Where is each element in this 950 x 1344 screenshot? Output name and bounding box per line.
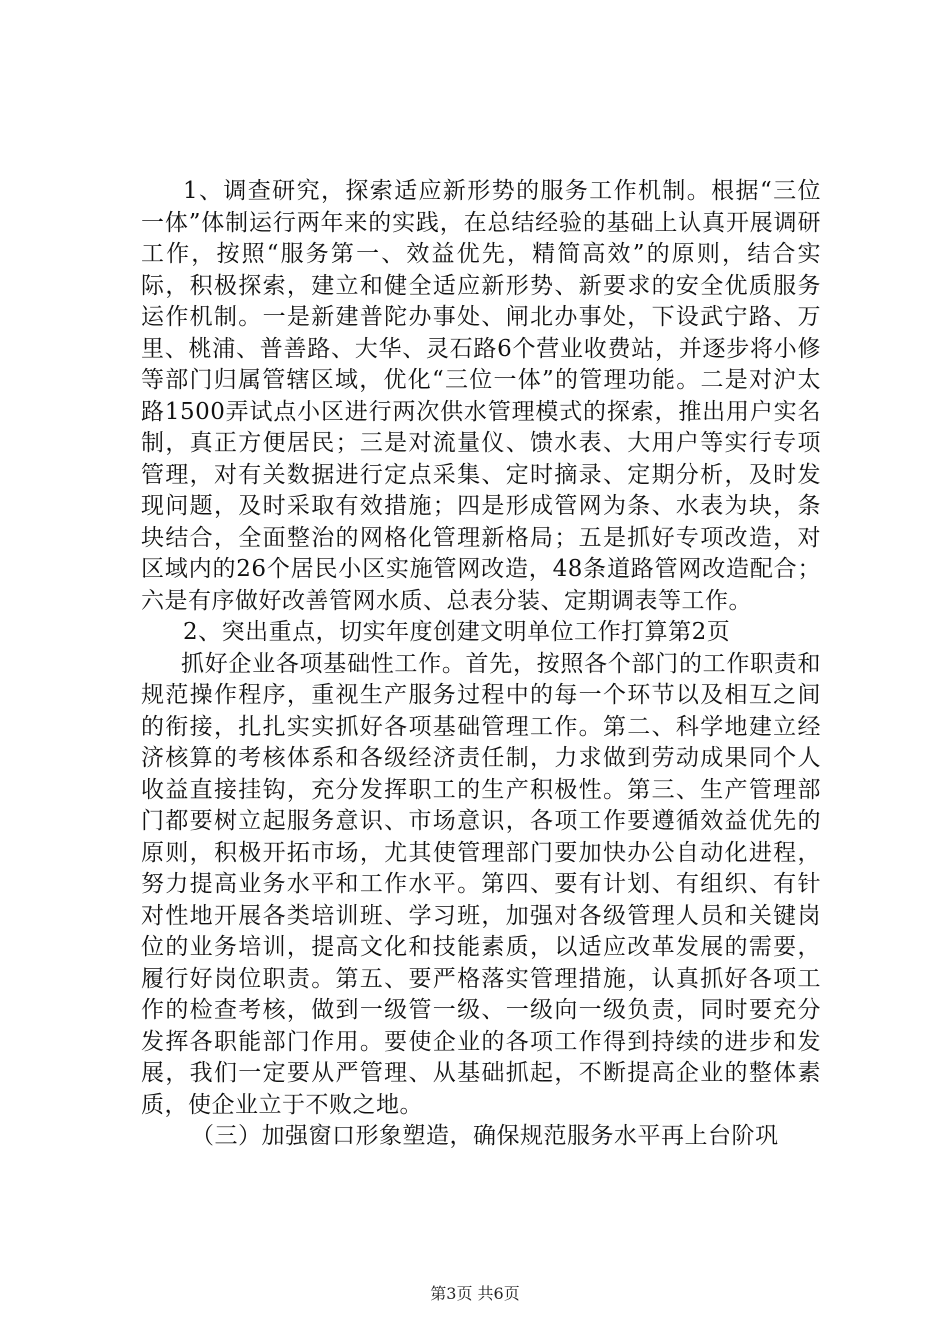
page-footer: 第3页 共6页 xyxy=(430,1284,520,1303)
document-body xyxy=(141,176,821,1153)
paragraph-basic-work: 抓好企业各项基础性工作。首先，按照各个部门的工作职责和规范操作程序，重视生产服务过程中的每一个环节以及相互之间的衔接，扎扎实实抓好各项基础管理工作。第二、科学地建立经济核算的考核体系和各级经济责任制，力求做到劳动成果同个人收益直接挂钩，充分发挥职工的生产积极性。第三、生产管理部门都要树立起服务意识、市场意识，各项工作要遵循效益优先的原则，积极开拓市场，尤其使管理部门要加快办公自动化进程，努力提高业务水平和工作水平。第四、要有计划、有组织、有针对性地开展各类培训班、学习班，加强对各级管理人员和关键岗位的业务培训，提高文化和技能素质，以适应改革发展的需要，履行好岗位职责。第五、要严格落实管理措施，认真抓好各项工作的检查考核，做到一级管一级、一级向一级负责，同时要充分发挥各职能部门作用。要使企业的各项工作得到持续的进步和发展，我们一定要从严管理、从基础抓起，不断提高企业的整体素质，使企业立于不败之地。 xyxy=(141,650,821,1118)
paragraph-window-image-heading: （三）加强窗口形象塑造，确保规范服务水平再上台阶巩 xyxy=(191,1123,779,1149)
paragraph-service-mechanism: 1、调查研究，探索适应新形势的服务工作机制。根据“三位一体”体制运行两年来的实践，在总结经验的基础上认真开展调研工作，按照“服务第一、效益优先，精简高效”的原则，结合实际，积极探索，建立和健全适应新形势、新要求的安全优质服务运作机制。一是新建普陀办事处、闸北办事处，下设武宁路、万里、桃浦、普善路、大华、灵石路6个营业收费站，并逐步将小修等部门归属管辖区域，优化“三位一体”的管理功能。二是对沪太路1500弄试点小区进行两次供水管理模式的探索，推出用户实名制，真正方便居民；三是对流量仪、馈水表、大用户等实行专项管理，对有关数据进行定点采集、定时摘录、定期分析，及时发现问题，及时采取有效措施；四是形成管网为条、水表为块，条块结合，全面整治的网格化管理新格局；五是抓好专项改造，对区域内的26个居民小区实施管网改造，48条道路管网改造配合；六是有序做好改善管网水质、总表分装、定期调表等工作。 xyxy=(141,178,821,614)
paragraph-key-points-heading: 2、突出重点，切实年度创建文明单位工作打算第2页 xyxy=(183,619,731,645)
